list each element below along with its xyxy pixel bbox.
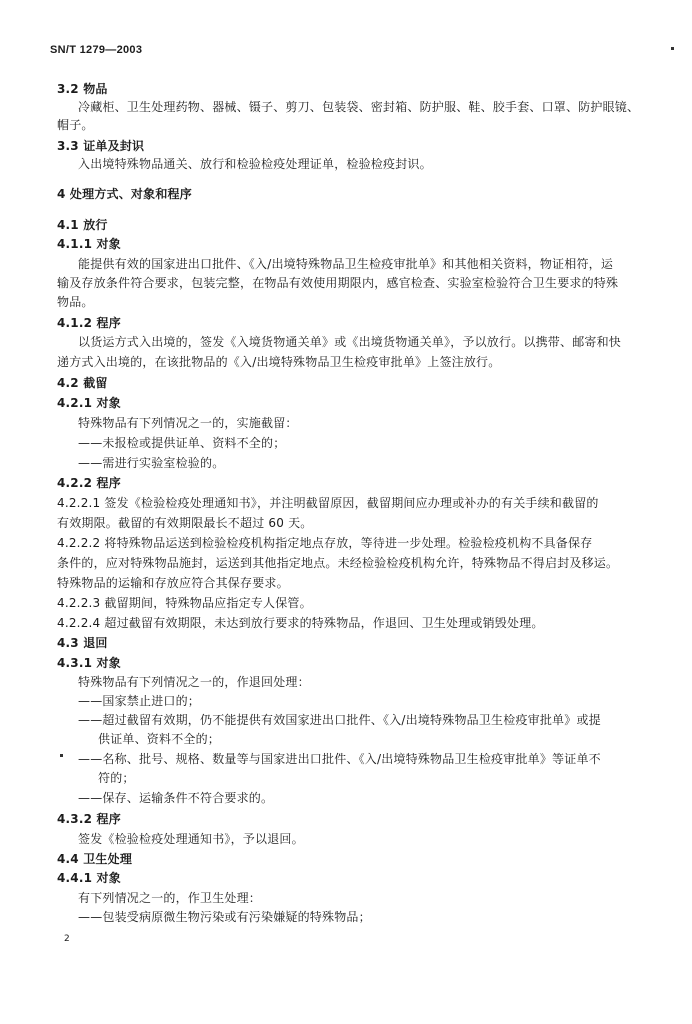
text-line: ——名称、批号、规格、数量等与国家进出口批件、《入/出境特殊物品卫生检疫审批单》等证单不	[78, 752, 601, 766]
text-line: 签发《检验检疫处理通知书》，予以退回。	[78, 832, 304, 846]
section-heading: 4.2.2 程序	[57, 476, 121, 490]
section-heading: 4.1 放行	[57, 218, 108, 232]
text-line: ——超过截留有效期，仍不能提供有效国家进出口批件、《入/出境特殊物品卫生检疫审批单》或提	[78, 713, 601, 727]
section-heading: 4.3.2 程序	[57, 812, 121, 826]
page-number: 2	[64, 934, 70, 944]
margin-mark	[671, 47, 674, 50]
text-line: ——需进行实验室检验的。	[78, 456, 225, 470]
text-line: 冷藏柜、卫生处理药物、器械、镊子、剪刀、包装袋、密封箱、防护服、鞋、胶手套、口罩、防护眼镜、	[78, 100, 640, 114]
section-heading: 4.1.2 程序	[57, 316, 121, 330]
text-line: 4.2.2.2 将特殊物品运送到检验检疫机构指定地点存放，等待进一步处理。检验检疫机构不具备保存	[57, 536, 593, 550]
text-line: 特殊物品的运输和存放应符合其保存要求。	[57, 576, 289, 590]
text-line: 输及存放条件符合要求，包装完整，在物品有效使用期限内，感官检查、实验室检验符合卫生要求的特殊	[57, 276, 619, 290]
text-line: ——保存、运输条件不符合要求的。	[78, 791, 274, 805]
section-heading: 4.3 退回	[57, 636, 108, 650]
margin-mark	[60, 754, 63, 757]
standard-number: SN/T 1279—2003	[50, 44, 143, 56]
section-heading: 4.2 截留	[57, 376, 108, 390]
text-line: ——未报检或提供证单、资料不全的；	[78, 436, 286, 450]
text-line: 以货运方式入出境的，签发《入境货物通关单》或《出境货物通关单》，予以放行。以携带、邮寄和快	[78, 335, 622, 349]
text-line: 入出境特殊物品通关、放行和检验检疫处理证单，检验检疫封识。	[78, 157, 432, 171]
section-heading: 4.1.1 对象	[57, 237, 121, 251]
text-line: 物品。	[57, 295, 94, 309]
section-heading: 3.2 物品	[57, 82, 108, 96]
text-line: 4.2.2.4 超过截留有效期限，未达到放行要求的特殊物品，作退回、卫生处理或销毁处理。	[57, 616, 544, 630]
section-heading: 4.2.1 对象	[57, 396, 121, 410]
text-line: 4.2.2.3 截留期间，特殊物品应指定专人保管。	[57, 596, 312, 610]
text-line: 递方式入出境的，在该批物品的《入/出境特殊物品卫生检疫审批单》上签注放行。	[57, 355, 501, 369]
text-line: 有下列情况之一的，作卫生处理：	[78, 891, 262, 905]
text-line: 能提供有效的国家进出口批件、《入/出境特殊物品卫生检疫审批单》和其他相关资料，物证相符，运	[78, 257, 614, 271]
text-line: 4.2.2.1 签发《检验检疫处理通知书》，并注明截留原因，截留期间应办理或补办的有关手续和截留的	[57, 496, 599, 510]
text-line: 符的；	[98, 771, 135, 785]
section-heading: 3.3 证单及封识	[57, 139, 145, 153]
section-heading: 4.4 卫生处理	[57, 852, 133, 866]
section-heading: 4 处理方式、对象和程序	[57, 187, 192, 201]
text-line: 特殊物品有下列情况之一的，实施截留：	[78, 416, 298, 430]
text-line: 有效期限。截留的有效期限最长不超过 60 天。	[57, 516, 313, 530]
text-line: 帽子。	[57, 118, 94, 132]
text-line: 供证单、资料不全的；	[98, 732, 221, 746]
text-line: ——国家禁止进口的；	[78, 694, 201, 708]
section-heading: 4.3.1 对象	[57, 656, 121, 670]
text-line: 特殊物品有下列情况之一的，作退回处理：	[78, 675, 310, 689]
text-line: 条件的，应对特殊物品施封，运送到其他指定地点。未经检验检疫机构允许，特殊物品不得启封及移运。	[57, 556, 619, 570]
text-line: ——包装受病原微生物污染或有污染嫌疑的特殊物品；	[78, 910, 371, 924]
section-heading: 4.4.1 对象	[57, 871, 121, 885]
